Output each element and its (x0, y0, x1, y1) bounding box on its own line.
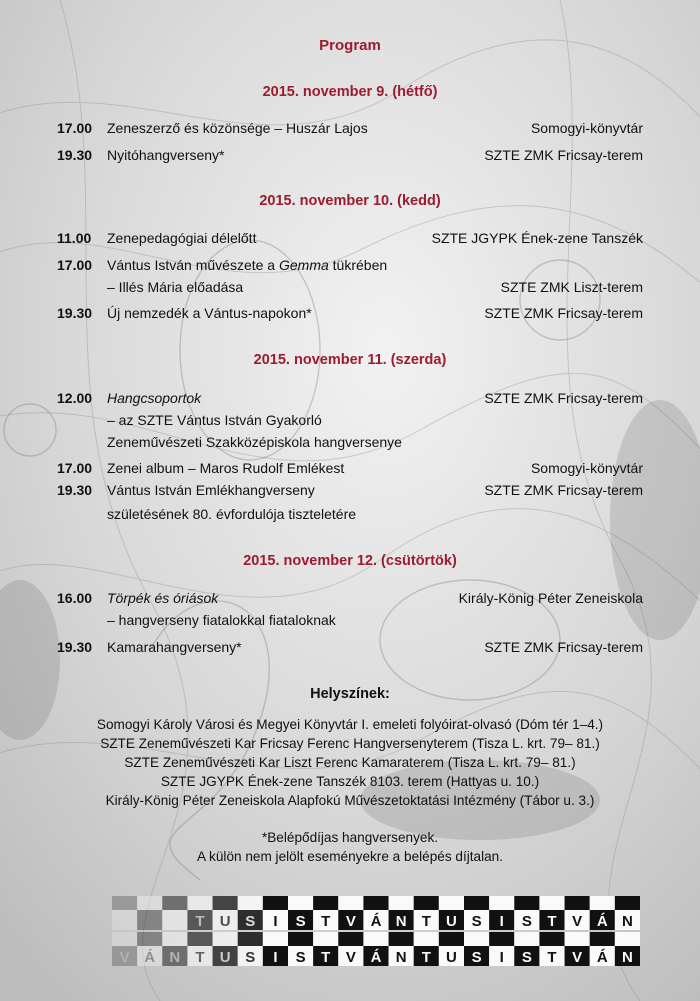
banner-square (213, 896, 238, 910)
banner-letter: I (273, 913, 278, 930)
banner-letter: V (345, 913, 356, 930)
event-title: Új nemzedék a Vántus-napokon* (107, 305, 312, 321)
banner-square (565, 896, 590, 910)
banner-square (489, 932, 514, 946)
note-paid: *Belépődíjas hangversenyek. (261, 830, 439, 845)
venue-item: SZTE JGYPK Ének-zene Tanszék 8103. terem (Hattyas u. 10.) (160, 774, 540, 789)
event-time: 17.00 (57, 460, 93, 476)
event-venue: SZTE ZMK Fricsay-terem (484, 147, 643, 163)
banner-square (313, 896, 338, 910)
banner-letter: T (321, 949, 331, 966)
banner-letter: N (169, 949, 181, 966)
banner-square (590, 932, 615, 946)
banner-square (162, 932, 187, 946)
note-free: A külön nem jelölt eseményekre a belépés díjtalan. (196, 849, 504, 864)
banner-letter: V (119, 949, 130, 966)
event-time: 19.30 (57, 639, 93, 655)
vantus-istvan-banner (112, 896, 640, 968)
banner-letter: U (219, 949, 231, 966)
banner-letter: S (521, 913, 532, 930)
banner-square (464, 932, 489, 946)
banner-square (263, 932, 288, 946)
event-venue: Király-König Péter Zeneiskola (458, 590, 643, 606)
event-time: 11.00 (57, 230, 92, 246)
banner-letter: Á (144, 949, 156, 966)
banner-letter: S (295, 913, 306, 930)
event-subtitle: – az SZTE Vántus István Gyakorló (107, 412, 322, 428)
banner-square (238, 896, 263, 910)
event-time: 17.00 (57, 120, 93, 136)
banner-letter: T (195, 949, 205, 966)
event-venue: SZTE JGYPK Ének-zene Tanszék (431, 230, 643, 246)
banner-square (414, 896, 439, 910)
banner-square (137, 932, 162, 946)
banner-letter: S (471, 913, 482, 930)
page-title: Program (319, 37, 381, 54)
banner-square (313, 932, 338, 946)
banner-letter: U (446, 913, 457, 930)
banner-letter-cell (137, 910, 162, 930)
venues-heading: Helyszínek: (310, 686, 390, 702)
banner-square (213, 932, 238, 946)
banner-square (389, 932, 414, 946)
banner-square (539, 932, 564, 946)
event-title-text: Vántus István művészete a (107, 257, 279, 273)
banner-letter: S (245, 913, 256, 930)
banner-letter: N (395, 949, 407, 966)
event-time: 17.00 (57, 257, 93, 273)
work-title: Gemma (278, 257, 329, 273)
banner-letter: I (499, 949, 504, 966)
day-heading: 2015. november 10. (kedd) (259, 193, 441, 209)
event-venue: SZTE ZMK Fricsay-terem (484, 305, 643, 321)
banner-letter: S (295, 949, 306, 966)
banner-square (389, 896, 414, 910)
event-title-text: tükrében (328, 257, 388, 273)
banner-square (162, 896, 187, 910)
event-venue: SZTE ZMK Fricsay-terem (484, 390, 643, 406)
banner-letter: N (622, 949, 633, 966)
banner-square (363, 896, 388, 910)
day-heading: 2015. november 12. (csütörtök) (243, 553, 457, 569)
banner-square (615, 932, 640, 946)
event-time: 19.30 (57, 147, 93, 163)
banner-square (263, 896, 288, 910)
banner-square (288, 896, 313, 910)
event-subtitle: – hangverseny fiatalokkal fiataloknak (107, 612, 336, 628)
event-title: Zeneszerző és közönsége – Huszár Lajos (107, 120, 368, 136)
event-venue: SZTE ZMK Fricsay-terem (484, 482, 643, 498)
venue-item: Király-König Péter Zeneiskola Alapfokú Művészetoktatási Intézmény (Tábor u. 3.) (105, 793, 595, 808)
event-venue: Somogyi-könyvtár (530, 460, 643, 476)
banner-square (414, 932, 439, 946)
notes (0, 828, 700, 866)
event-time: 19.30 (57, 482, 93, 498)
banner-letter: S (521, 949, 532, 966)
banner-square (238, 932, 263, 946)
banner-square (187, 932, 212, 946)
venue-item: SZTE Zeneművészeti Kar Liszt Ferenc Kamaraterem (Tisza L. krt. 79– 81.) (124, 755, 576, 770)
banner-letter: U (219, 913, 231, 930)
banner-letter: T (421, 913, 431, 930)
banner-letter: I (273, 949, 278, 966)
event-title: Nyitóhangverseny* (107, 147, 225, 163)
event-title (107, 255, 387, 275)
banner-letter: T (195, 913, 205, 930)
banner-square (112, 896, 137, 910)
banner-letter: T (547, 913, 557, 930)
banner-letter: N (622, 913, 633, 930)
day-heading: 2015. november 11. (szerda) (253, 352, 447, 368)
banner-letter: T (547, 949, 557, 966)
banner-square (338, 932, 363, 946)
event-time: 12.00 (57, 390, 93, 406)
event-title: Zenei album – Maros Rudolf Emlékest (107, 460, 345, 476)
banner-letter: V (572, 949, 583, 966)
banner-letter-cell (112, 910, 137, 930)
banner-square (590, 896, 615, 910)
banner-letter: Á (370, 913, 382, 930)
banner-square (439, 896, 464, 910)
event-venue: Somogyi-könyvtár (530, 120, 643, 136)
banner-letter: S (245, 949, 256, 966)
banner-letter: I (499, 913, 504, 930)
event-time: 16.00 (57, 590, 93, 606)
event-title: Kamarahangverseny* (107, 639, 242, 655)
banner-letter: N (395, 913, 407, 930)
venue-item: Somogyi Károly Városi és Megyei Könyvtár I. emeleti folyóirat-olvasó (Dóm tér 1–4.) (96, 717, 604, 732)
banner-square (363, 932, 388, 946)
banner-letter: Á (596, 913, 608, 930)
banner-letter: T (421, 949, 431, 966)
venues-list (0, 715, 700, 810)
event-title: Hangcsoportok (107, 390, 202, 406)
event-title: Vántus István Emlékhangverseny (107, 482, 315, 498)
banner-letter-cell (162, 910, 187, 930)
banner-square (539, 896, 564, 910)
banner-square (112, 932, 137, 946)
banner-letter: Á (370, 949, 382, 966)
banner-letter: S (471, 949, 482, 966)
banner-square (464, 896, 489, 910)
banner-square (137, 896, 162, 910)
event-venue: SZTE ZMK Liszt-terem (500, 279, 643, 295)
banner-letter: U (446, 949, 457, 966)
event-title: Törpék és óriások (107, 590, 219, 606)
banner-square (439, 932, 464, 946)
banner-square (187, 896, 212, 910)
event-subtitle: Zeneművészeti Szakközépiskola hangversenye (107, 434, 402, 450)
banner-square (565, 932, 590, 946)
banner-letter: V (345, 949, 356, 966)
banner-letter: Á (596, 949, 608, 966)
banner-square (514, 896, 539, 910)
event-subtitle: születésének 80. évfordulója tiszteletére (107, 506, 357, 522)
event-time: 19.30 (57, 305, 93, 321)
banner-square (489, 896, 514, 910)
event-title: Zenepedagógiai délelőtt (107, 230, 257, 246)
event-venue: SZTE ZMK Fricsay-terem (484, 639, 643, 655)
banner-square (288, 932, 313, 946)
banner-square (615, 896, 640, 910)
event-subtitle: – Illés Mária előadása (107, 279, 244, 295)
day-heading: 2015. november 9. (hétfő) (262, 84, 438, 100)
venue-item: SZTE Zeneművészeti Kar Fricsay Ferenc Hangversenyterem (Tisza L. krt. 79– 81.) (100, 736, 600, 751)
banner-square (514, 932, 539, 946)
banner-square (338, 896, 363, 910)
banner-letter: V (572, 913, 583, 930)
banner-letter: T (321, 913, 331, 930)
